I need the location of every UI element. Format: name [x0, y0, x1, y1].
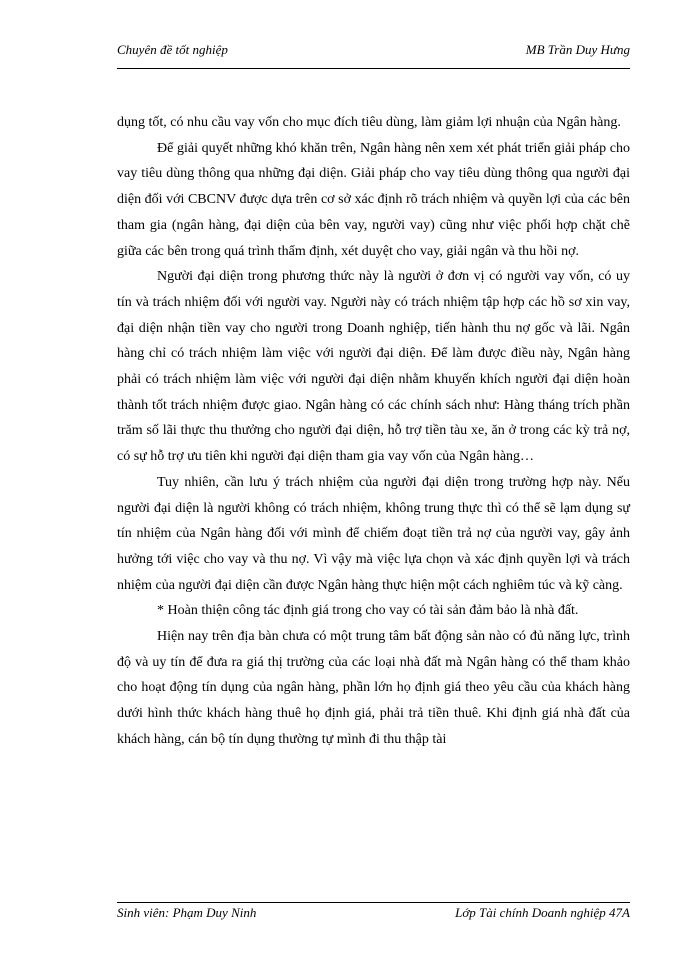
paragraph-continued: dụng tốt, có nhu cầu vay vốn cho mục đích tiêu dùng, làm giảm lợi nhuận của Ngân hàng. [117, 115, 621, 130]
header-document-title: Chuyên đề tốt nghiệp [117, 42, 228, 57]
paragraph: Tuy nhiên, cần lưu ý trách nhiệm của người đại diện trong trường hợp này. Nếu người đại diện là người không có trách nhiệm, không trung thực thì có thể sẽ lạm dụng sự tín nhiệm của Ngân hàng đối với mình để chiếm đoạt tiền trả nợ của người vay, gây ảnh hưởng tới việc cho vay và thu nợ. Vì vậy mà việc lựa chọn và xác định quyền lợi và trách nhiệm của người đại diện cần được Ngân hàng thực hiện một cách nghiêm túc và kỹ càng. [117, 474, 630, 593]
paragraph: Để giải quyết những khó khăn trên, Ngân hàng nên xem xét phát triển giải pháp cho vay tiêu dùng thông qua những đại diện. Giải pháp cho vay tiêu dùng thông qua người đại diện đối với CBCNV được dựa trên cơ sở xác định rõ trách nhiệm và quyền lợi của các bên tham gia (ngân hàng, đại diện của bên vay, người vay) cũng như việc phối hợp chặt chẽ giữa các bên trong quá trình thẩm định, xét duyệt cho vay, giải ngân và thu hồi nợ. [117, 140, 630, 259]
paragraph: Hiện nay trên địa bàn chưa có một trung tâm bất động sản nào có đủ năng lực, trình độ và uy tín để đưa ra giá thị trường của các loại nhà đất mà Ngân hàng có thể tham khảo cho hoạt động tín dụng của ngân hàng, phần lớn họ định giá theo yêu cầu của khách hàng dưới hình thức khách hàng thuê họ định giá, phải trả tiền thuê. Khi định giá nhà đất của khách hàng, cán bộ tín dụng thường tự mình đi thu thập tài [117, 629, 630, 747]
header-rule [117, 68, 630, 69]
section-heading: * Hoàn thiện công tác định giá trong cho vay có tài sản đảm bảo là nhà đất. [157, 603, 579, 619]
footer-class-name: Lớp Tài chính Doanh nghiệp 47A [455, 905, 630, 920]
footer-student-name: Sinh viên: Phạm Duy Ninh [117, 905, 257, 920]
header-author: MB Trần Duy Hưng [525, 42, 630, 57]
footer-rule [117, 902, 630, 903]
document-body [117, 110, 630, 753]
paragraph: Người đại diện trong phương thức này là người ở đơn vị có người vay vốn, có uy tín và trách nhiệm đối với người vay. Người này có trách nhiệm tập hợp các hồ sơ xin vay, đại diện nhận tiền vay cho người trong Doanh nghiệp, tiến hành thu nợ gốc và lãi. Ngân hàng chỉ có trách nhiệm làm việc với người đại diện. Để làm được điều này, Ngân hàng phải có trách nhiệm làm việc với người đại diện nhằm khuyến khích người đại diện hoàn thành tốt trách nhiệm được giao. Ngân hàng có các chính sách như: Hàng tháng trích phần trăm số lãi thực thu thưởng cho người đại diện, hỗ trợ tiền tàu xe, ăn ở trong các kỳ trả nợ, có sự hỗ trợ ưu tiên khi người đại diện tham gia vay vốn của Ngân hàng… [117, 269, 630, 465]
